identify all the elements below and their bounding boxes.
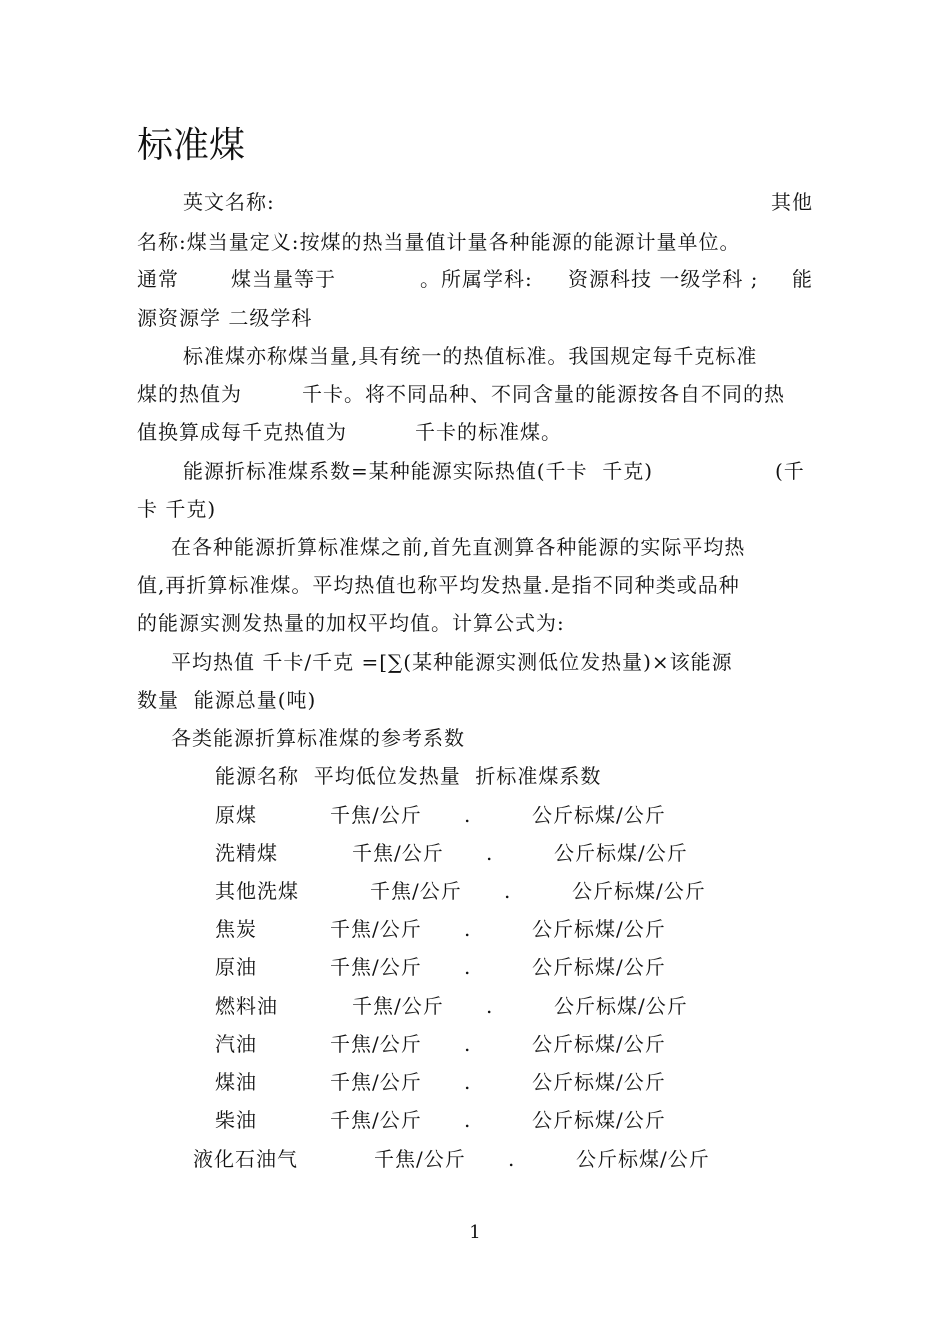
- para1-line-3b: 千卡的标准煤。: [415, 420, 562, 444]
- heat-unit: 千焦/公斤: [330, 1108, 422, 1132]
- para3-line-1: 在各种能源折算标准煤之前,首先直测算各种能源的实际平均热: [171, 535, 746, 559]
- para1-line-2a: 煤的热值为: [137, 382, 242, 406]
- heat-unit: 千焦/公斤: [352, 841, 444, 865]
- para3-line-3: 的能源实测发热量的加权平均值。计算公式为:: [137, 611, 565, 635]
- coefficient-unit: 公斤标煤/公斤: [532, 803, 666, 827]
- coefficient-unit: 公斤标煤/公斤: [532, 917, 666, 941]
- energy-name: 其他洗煤: [215, 879, 299, 903]
- intro-line-3d: 资源科技 一级学科 ;: [568, 267, 759, 291]
- energy-name: 焦炭: [215, 917, 257, 941]
- energy-name: 煤油: [215, 1070, 257, 1094]
- para1-line-1: 标准煤亦称煤当量,具有统一的热值标准。我国规定每千克标准: [183, 344, 758, 368]
- energy-name: 原煤: [215, 803, 257, 827]
- heat-value-dot: .: [504, 879, 512, 903]
- heat-value-dot: .: [464, 1032, 472, 1056]
- english-name-label: 英文名称:: [183, 190, 275, 214]
- heat-unit: 千焦/公斤: [330, 1070, 422, 1094]
- heat-unit: 千焦/公斤: [330, 1032, 422, 1056]
- heat-unit: 千焦/公斤: [330, 917, 422, 941]
- coefficient-unit: 公斤标煤/公斤: [572, 879, 706, 903]
- heat-unit: 千焦/公斤: [352, 994, 444, 1018]
- heat-value-dot: .: [464, 1108, 472, 1132]
- table-title: 各类能源折算标准煤的参考系数: [171, 726, 465, 750]
- heat-value-dot: .: [486, 994, 494, 1018]
- para1-line-3a: 值换算成每千克热值为: [137, 420, 347, 444]
- intro-line-2: 名称:煤当量定义:按煤的热当量值计量各种能源的能源计量单位。: [137, 230, 741, 254]
- coefficient-unit: 公斤标煤/公斤: [532, 1070, 666, 1094]
- energy-name: 原油: [215, 955, 257, 979]
- para2-line-1a: 能源折标准煤系数=某种能源实际热值(千卡 千克): [183, 459, 654, 483]
- heat-value-dot: .: [464, 803, 472, 827]
- para1-line-2b: 千卡。将不同品种、不同含量的能源按各自不同的热: [302, 382, 785, 406]
- page-number: 1: [469, 1222, 481, 1243]
- heat-unit: 千焦/公斤: [370, 879, 462, 903]
- coefficient-unit: 公斤标煤/公斤: [554, 994, 688, 1018]
- coefficient-unit: 公斤标煤/公斤: [554, 841, 688, 865]
- other-name-label: 其他: [771, 190, 813, 214]
- formula-line-2: 数量 能源总量(吨): [137, 688, 317, 712]
- heat-value-dot: .: [508, 1147, 516, 1171]
- formula-line-1: 平均热值 千卡/千克 =[∑(某种能源实测低位发热量)×该能源: [171, 650, 733, 674]
- energy-name: 燃料油: [215, 994, 278, 1018]
- intro-line-3c: 。所属学科:: [420, 267, 533, 291]
- intro-line-3b: 煤当量等于: [231, 267, 336, 291]
- heat-value-dot: .: [464, 955, 472, 979]
- intro-line-4: 源资源学 二级学科: [137, 306, 313, 330]
- coefficient-unit: 公斤标煤/公斤: [576, 1147, 710, 1171]
- intro-line-3a: 通常: [137, 267, 179, 291]
- energy-name: 汽油: [215, 1032, 257, 1056]
- table-header: 能源名称 平均低位发热量 折标准煤系数: [215, 764, 602, 788]
- intro-line-3e: 能: [792, 267, 813, 291]
- coefficient-unit: 公斤标煤/公斤: [532, 1108, 666, 1132]
- coefficient-unit: 公斤标煤/公斤: [532, 955, 666, 979]
- energy-name: 柴油: [215, 1108, 257, 1132]
- heat-value-dot: .: [464, 917, 472, 941]
- heat-unit: 千焦/公斤: [374, 1147, 466, 1171]
- coefficient-unit: 公斤标煤/公斤: [532, 1032, 666, 1056]
- energy-name: 液化石油气: [193, 1147, 298, 1171]
- energy-name: 洗精煤: [215, 841, 278, 865]
- heat-unit: 千焦/公斤: [330, 803, 422, 827]
- heat-value-dot: .: [486, 841, 494, 865]
- heat-value-dot: .: [464, 1070, 472, 1094]
- document-title: 标准煤: [137, 125, 246, 166]
- para3-line-2: 值,再折算标准煤。平均热值也称平均发热量.是指不同种类或品种: [137, 573, 740, 597]
- para2-line-1b: (千: [775, 459, 805, 483]
- heat-unit: 千焦/公斤: [330, 955, 422, 979]
- para2-line-2: 卡 千克): [137, 497, 217, 521]
